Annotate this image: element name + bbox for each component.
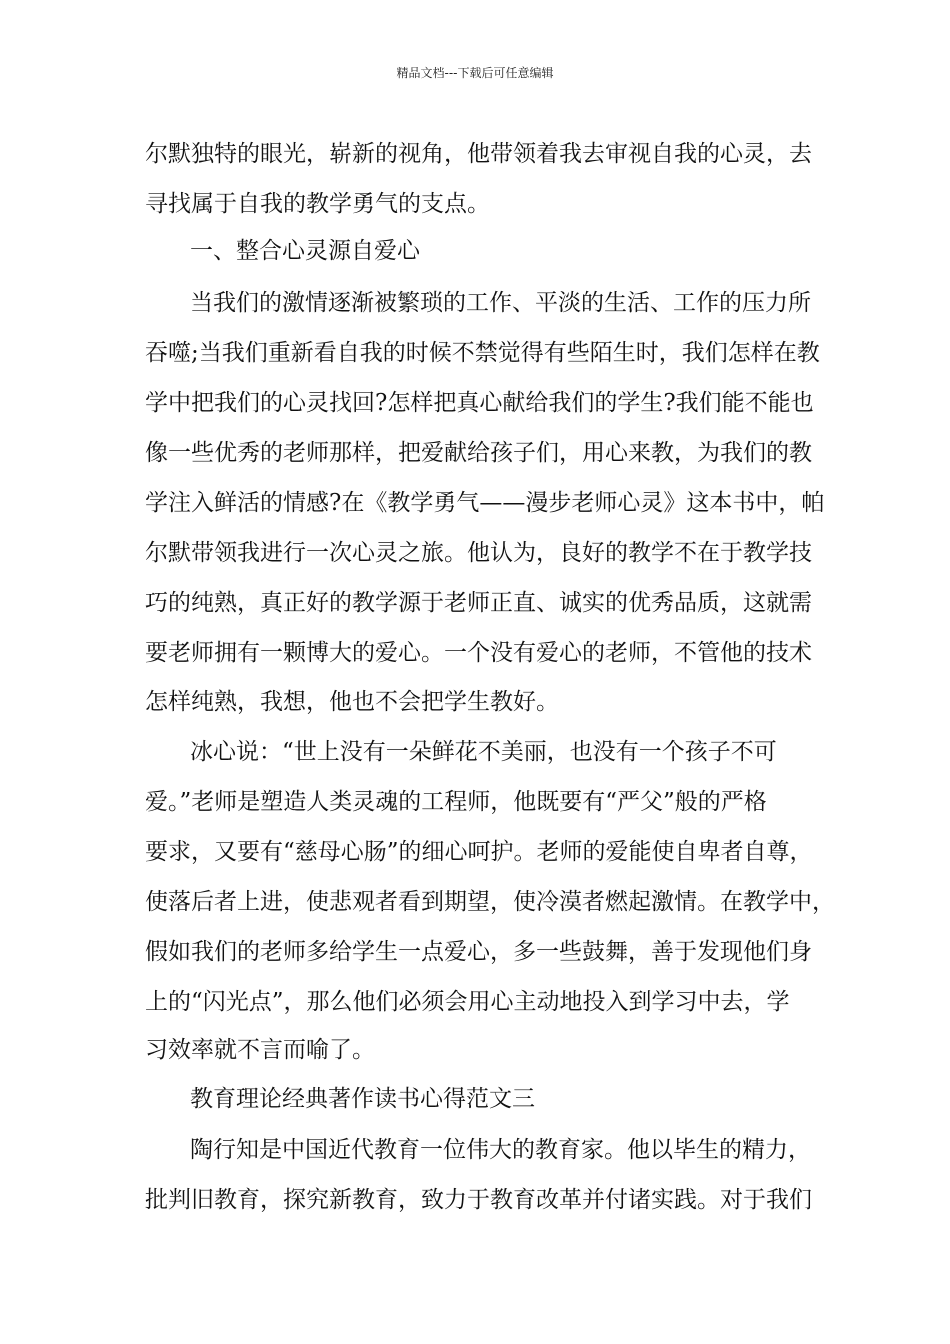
body-line: 寻找属于自我的教学勇气的支点。 — [145, 191, 490, 217]
body-line: 批判旧教育，探究新教育，致力于教育改革并付诸实践。对于我们 — [145, 1187, 812, 1213]
body-line: 尔默带领我进行一次心灵之旅。他认为，良好的教学不在于教学技 — [145, 540, 812, 566]
body-line: 习效率就不言而喻了。 — [145, 1037, 375, 1063]
body-line: 冰心说：“世上没有一朵鲜花不美丽，也没有一个孩子不可 — [190, 739, 777, 765]
body-line: 吞噬;当我们重新看自我的时候不禁觉得有些陌生时，我们怎样在教 — [145, 340, 820, 366]
body-line: 陶行知是中国近代教育一位伟大的教育家。他以毕生的精力， — [190, 1137, 811, 1163]
body-line: 要老师拥有一颗博大的爱心。一个没有爱心的老师，不管他的技术 — [145, 640, 812, 666]
body-line: 要求，又要有“慈母心肠”的细心呵护。老师的爱能使自卑者自尊， — [145, 839, 813, 865]
section-heading: 一、整合心灵源自爱心 — [190, 238, 420, 264]
section-heading: 教育理论经典著作读书心得范文三 — [190, 1086, 535, 1112]
body-line: 爱。”老师是塑造人类灵魂的工程师，他既要有“严父”般的严格 — [145, 789, 767, 815]
body-line: 当我们的激情逐渐被繁琐的工作、平淡的生活、工作的压力所 — [190, 290, 811, 316]
page-header: 精品文档---下载后可任意编辑 — [396, 66, 554, 80]
body-line: 像一些优秀的老师那样，把爱献给孩子们，用心来教，为我们的教 — [145, 440, 812, 466]
body-line: 使落后者上进，使悲观者看到期望，使冷漠者燃起激情。在教学中， — [145, 889, 835, 915]
body-line: 假如我们的老师多给学生一点爱心，多一些鼓舞，善于发现他们身 — [145, 939, 812, 965]
body-line: 尔默独特的眼光，崭新的视角，他带领着我去审视自我的心灵，去 — [145, 141, 812, 167]
body-line: 上的“闪光点”，那么他们必须会用心主动地投入到学习中去，学 — [145, 989, 790, 1015]
body-line: 巧的纯熟，真正好的教学源于老师正直、诚实的优秀品质，这就需 — [145, 590, 812, 616]
body-line: 学注入鲜活的情感?在《教学勇气——漫步老师心灵》这本书中，帕 — [145, 490, 825, 516]
body-line: 学中把我们的心灵找回?怎样把真心献给我们的学生?我们能不能也 — [145, 390, 814, 416]
body-line: 怎样纯熟，我想，他也不会把学生教好。 — [145, 689, 559, 715]
